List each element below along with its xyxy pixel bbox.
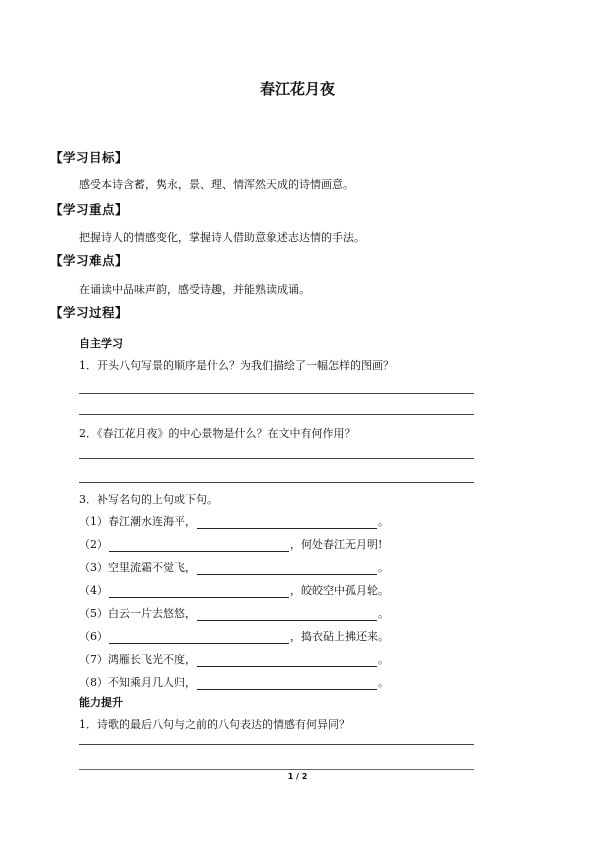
answer-line xyxy=(79,458,474,459)
self-study-title: 自主学习 xyxy=(79,337,123,350)
fill-item-3 xyxy=(79,559,389,575)
key-points-text: 把握诗人的情感变化，掌握诗人借助意象述志达情的手法。 xyxy=(79,231,365,244)
fill-item-given-text: 鸿雁长飞光不度， xyxy=(108,653,196,666)
answer-line xyxy=(79,744,474,745)
fill-item-8 xyxy=(79,674,389,690)
heading-learning-process: 【学习过程】 xyxy=(50,305,129,320)
fill-item-trailing-text: 。 xyxy=(378,607,389,620)
heading-difficulty: 【学习难点】 xyxy=(50,253,129,268)
footer-divider xyxy=(79,769,474,770)
fill-blank[interactable] xyxy=(197,609,377,621)
fill-item-number: （5） xyxy=(79,607,108,620)
fill-blank[interactable] xyxy=(109,540,289,552)
fill-item-6 xyxy=(79,628,389,644)
fill-item-number: （1） xyxy=(79,515,108,528)
fill-item-trailing-text: ，捣衣砧上拂还来。 xyxy=(290,630,389,643)
fill-item-given-text: 白云一片去悠悠， xyxy=(108,607,196,620)
fill-blank[interactable] xyxy=(197,678,377,690)
fill-item-2 xyxy=(79,536,382,552)
fill-item-given-text: 空里流霜不觉飞， xyxy=(108,561,196,574)
heading-learning-goal: 【学习目标】 xyxy=(50,150,129,165)
page-title: 春江花月夜 xyxy=(259,80,335,98)
fill-item-given-text: 不知乘月几人归， xyxy=(108,676,196,689)
fill-item-trailing-text: ，何处春江无月明! xyxy=(290,538,383,551)
fill-item-number: （8） xyxy=(79,676,108,689)
fill-item-number: （2） xyxy=(79,538,108,551)
difficulty-text: 在诵读中品味声韵，感受诗趣，并能熟读成诵。 xyxy=(79,283,310,296)
fill-item-trailing-text: 。 xyxy=(378,676,389,689)
answer-line xyxy=(79,414,474,415)
fill-blank[interactable] xyxy=(109,586,289,598)
fill-item-trailing-text: 。 xyxy=(378,515,389,528)
question-2: 2．《春江花月夜》的中心景物是什么？在文中有何作用？ xyxy=(79,427,356,440)
page-number: 1 / 2 xyxy=(287,772,308,781)
fill-item-1 xyxy=(79,513,389,529)
fill-item-trailing-text: ，皎皎空中孤月轮。 xyxy=(290,584,389,597)
question-3: 3．补写名句的上句或下句。 xyxy=(79,493,218,506)
fill-item-5 xyxy=(79,605,389,621)
fill-item-7 xyxy=(79,651,389,667)
question-1: 1．开头八句写景的顺序是什么？为我们描绘了一幅怎样的图画？ xyxy=(79,359,394,372)
answer-line xyxy=(79,393,474,394)
fill-blank[interactable] xyxy=(197,563,377,575)
ability-question-1: 1．诗歌的最后八句与之前的八句表达的情感有何异同？ xyxy=(79,718,350,731)
fill-item-number: （3） xyxy=(79,561,108,574)
fill-blank[interactable] xyxy=(109,632,289,644)
fill-item-given-text: 春江潮水连海平， xyxy=(108,515,196,528)
fill-item-trailing-text: 。 xyxy=(378,561,389,574)
answer-line xyxy=(79,482,474,483)
fill-item-trailing-text: 。 xyxy=(378,653,389,666)
fill-item-4 xyxy=(79,582,389,598)
learning-goal-text: 感受本诗含蓄，隽永，景、理、情浑然天成的诗情画意。 xyxy=(79,178,354,191)
fill-blank[interactable] xyxy=(197,655,377,667)
heading-key-points: 【学习重点】 xyxy=(50,202,129,217)
fill-item-number: （6） xyxy=(79,630,108,643)
fill-item-number: （4） xyxy=(79,584,108,597)
fill-blank[interactable] xyxy=(197,517,377,529)
ability-title: 能力提升 xyxy=(79,696,123,709)
fill-item-number: （7） xyxy=(79,653,108,666)
